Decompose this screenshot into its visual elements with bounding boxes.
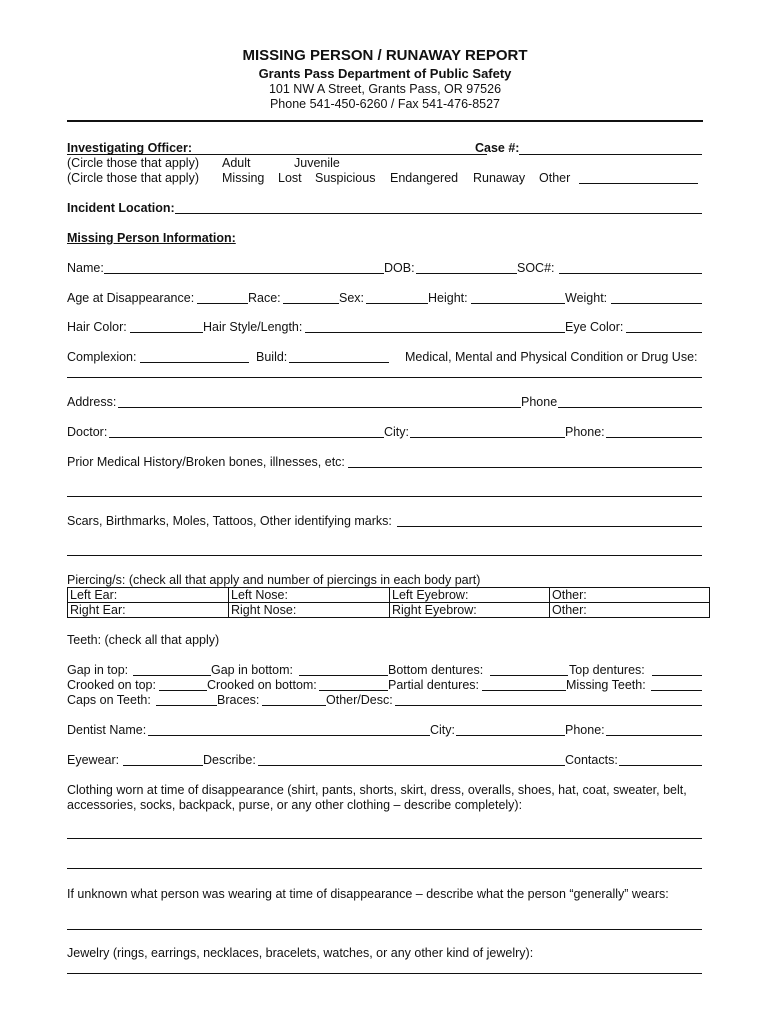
race-field[interactable] <box>283 303 339 304</box>
caps-field[interactable] <box>156 705 217 706</box>
gap-top-field[interactable] <box>133 675 211 676</box>
incident-location-label: Incident Location: <box>67 201 175 215</box>
medical-condition-field[interactable] <box>67 377 702 378</box>
doctor-field[interactable] <box>109 437 384 438</box>
clothing-field-line2[interactable] <box>67 868 702 869</box>
prior-medical-field-line2[interactable] <box>67 496 702 497</box>
circle-instruction-2: (Circle those that apply) <box>67 171 200 185</box>
jewelry-field[interactable] <box>67 973 702 974</box>
doctor-phone-field[interactable] <box>606 437 702 438</box>
bottom-dentures-field[interactable] <box>490 675 568 676</box>
phone-field[interactable] <box>558 407 702 408</box>
clothing-instruction-line2: accessories, socks, backpack, purse, or any other clothing – describe completely): <box>67 798 523 812</box>
describe-field[interactable] <box>258 765 565 766</box>
crooked-top-field[interactable] <box>159 690 207 691</box>
other-desc-label: Other/Desc: <box>326 693 393 707</box>
hair-style-field[interactable] <box>305 332 565 333</box>
gap-bottom-field[interactable] <box>299 675 388 676</box>
contacts-label: Contacts: <box>565 753 618 767</box>
caps-label: Caps on Teeth: <box>67 693 151 707</box>
describe-label: Describe: <box>203 753 256 767</box>
eye-color-field[interactable] <box>626 332 702 333</box>
name-field[interactable] <box>104 273 384 274</box>
department-name: Grants Pass Department of Public Safety <box>258 66 512 81</box>
soc-label: SOC#: <box>517 261 555 275</box>
hair-style-label: Hair Style/Length: <box>203 320 303 334</box>
dentist-phone-field[interactable] <box>606 735 702 736</box>
clothing-field-line1[interactable] <box>67 838 702 839</box>
unknown-clothing-instruction: If unknown what person was wearing at time of disappearance – describe what the person “generally” wears: <box>67 887 669 901</box>
other-status-field[interactable] <box>579 183 698 184</box>
crooked-bottom-label: Crooked on bottom: <box>207 678 317 692</box>
complexion-field[interactable] <box>140 362 249 363</box>
piercing-right-eyebrow[interactable]: Right Eyebrow: <box>390 603 550 618</box>
prior-medical-field[interactable] <box>348 467 702 468</box>
piercing-left-eyebrow[interactable]: Left Eyebrow: <box>390 588 550 603</box>
race-label: Race: <box>248 291 281 305</box>
crooked-top-label: Crooked on top: <box>67 678 156 692</box>
scars-label: Scars, Birthmarks, Moles, Tattoos, Other identifying marks: <box>67 514 392 528</box>
partial-dentures-label: Partial dentures: <box>388 678 480 692</box>
teeth-intro: Teeth: (check all that apply) <box>67 633 220 647</box>
option-missing[interactable]: Missing <box>222 171 265 185</box>
dentist-name-label: Dentist Name: <box>67 723 147 737</box>
bottom-dentures-label: Bottom dentures: <box>388 663 484 677</box>
table-row <box>68 603 710 618</box>
unknown-clothing-field[interactable] <box>67 929 702 930</box>
doctor-label: Doctor: <box>67 425 108 439</box>
doctor-city-field[interactable] <box>410 437 565 438</box>
dentist-name-field[interactable] <box>148 735 430 736</box>
top-dentures-label: Top dentures: <box>569 663 645 677</box>
case-number-label: Case #: <box>475 141 520 155</box>
contacts-field[interactable] <box>619 765 702 766</box>
option-other[interactable]: Other <box>539 171 571 185</box>
address-field[interactable] <box>118 407 521 408</box>
height-field[interactable] <box>471 303 565 304</box>
piercing-left-nose[interactable]: Left Nose: <box>229 588 390 603</box>
top-dentures-field[interactable] <box>652 675 702 676</box>
section-title-missing-person: Missing Person Information: <box>67 231 236 245</box>
piercing-other-2[interactable]: Other: <box>550 603 710 618</box>
incident-location-field[interactable] <box>175 213 702 214</box>
complexion-label: Complexion: <box>67 350 137 364</box>
name-label: Name: <box>67 261 104 275</box>
age-label: Age at Disappearance: <box>67 291 195 305</box>
option-juvenile[interactable]: Juvenile <box>294 156 340 170</box>
soc-field[interactable] <box>559 273 702 274</box>
build-label: Build: <box>256 350 288 364</box>
missing-teeth-label: Missing Teeth: <box>566 678 646 692</box>
piercings-table <box>67 587 710 618</box>
option-lost[interactable]: Lost <box>278 171 302 185</box>
build-field[interactable] <box>289 362 389 363</box>
hair-color-label: Hair Color: <box>67 320 127 334</box>
address-label: Address: <box>67 395 117 409</box>
piercings-intro: Piercing/s: (check all that apply and number of piercings in each body part) <box>67 573 481 587</box>
scars-field[interactable] <box>397 526 702 527</box>
option-runaway[interactable]: Runaway <box>473 171 526 185</box>
dob-field[interactable] <box>416 273 517 274</box>
eyewear-label: Eyewear: <box>67 753 120 767</box>
form-title: MISSING PERSON / RUNAWAY REPORT <box>242 47 528 64</box>
piercing-left-ear[interactable]: Left Ear: <box>68 588 229 603</box>
piercing-right-ear[interactable]: Right Ear: <box>68 603 229 618</box>
dob-label: DOB: <box>384 261 415 275</box>
medical-condition-label: Medical, Mental and Physical Condition or Drug Use: <box>405 350 698 364</box>
department-phone-fax: Phone 541-450-6260 / Fax 541-476-8527 <box>269 97 501 111</box>
weight-field[interactable] <box>611 303 702 304</box>
gap-top-label: Gap in top: <box>67 663 129 677</box>
height-label: Height: <box>428 291 468 305</box>
sex-label: Sex: <box>339 291 365 305</box>
braces-field[interactable] <box>262 705 326 706</box>
dentist-city-field[interactable] <box>456 735 565 736</box>
piercing-right-nose[interactable]: Right Nose: <box>229 603 390 618</box>
other-desc-field[interactable] <box>395 705 702 706</box>
jewelry-instruction: Jewelry (rings, earrings, necklaces, bracelets, watches, or any other kind of jewelry): <box>67 946 534 960</box>
scars-field-line2[interactable] <box>67 555 702 556</box>
sex-field[interactable] <box>366 303 428 304</box>
option-suspicious[interactable]: Suspicious <box>315 171 376 185</box>
dentist-city-label: City: <box>430 723 455 737</box>
header-divider <box>67 120 703 122</box>
investigating-officer-label: Investigating Officer: <box>67 141 193 155</box>
piercing-other-1[interactable]: Other: <box>550 588 710 603</box>
doctor-city-label: City: <box>384 425 409 439</box>
braces-label: Braces: <box>217 693 260 707</box>
eye-color-label: Eye Color: <box>565 320 624 334</box>
circle-instruction-1: (Circle those that apply) <box>67 156 200 170</box>
age-field[interactable] <box>197 303 248 304</box>
case-number-field[interactable] <box>519 154 702 155</box>
option-adult[interactable]: Adult <box>222 156 251 170</box>
gap-bottom-label: Gap in bottom: <box>211 663 293 677</box>
weight-label: Weight: <box>565 291 608 305</box>
partial-dentures-field[interactable] <box>482 690 566 691</box>
missing-teeth-field[interactable] <box>651 690 702 691</box>
option-endangered[interactable]: Endangered <box>390 171 459 185</box>
clothing-instruction-line1: Clothing worn at time of disappearance (shirt, pants, shorts, skirt, dress, overalls, shoes, hat, coat, sweater, belt, <box>67 783 687 797</box>
dentist-phone-label: Phone: <box>565 723 605 737</box>
investigating-officer-field[interactable] <box>67 154 487 155</box>
department-address: 101 NW A Street, Grants Pass, OR 97526 <box>268 82 502 96</box>
eyewear-field[interactable] <box>123 765 203 766</box>
table-row <box>68 588 710 603</box>
hair-color-field[interactable] <box>130 332 203 333</box>
phone-label: Phone <box>521 395 558 409</box>
prior-medical-label: Prior Medical History/Broken bones, illnesses, etc: <box>67 455 345 469</box>
doctor-phone-label: Phone: <box>565 425 605 439</box>
crooked-bottom-field[interactable] <box>319 690 388 691</box>
